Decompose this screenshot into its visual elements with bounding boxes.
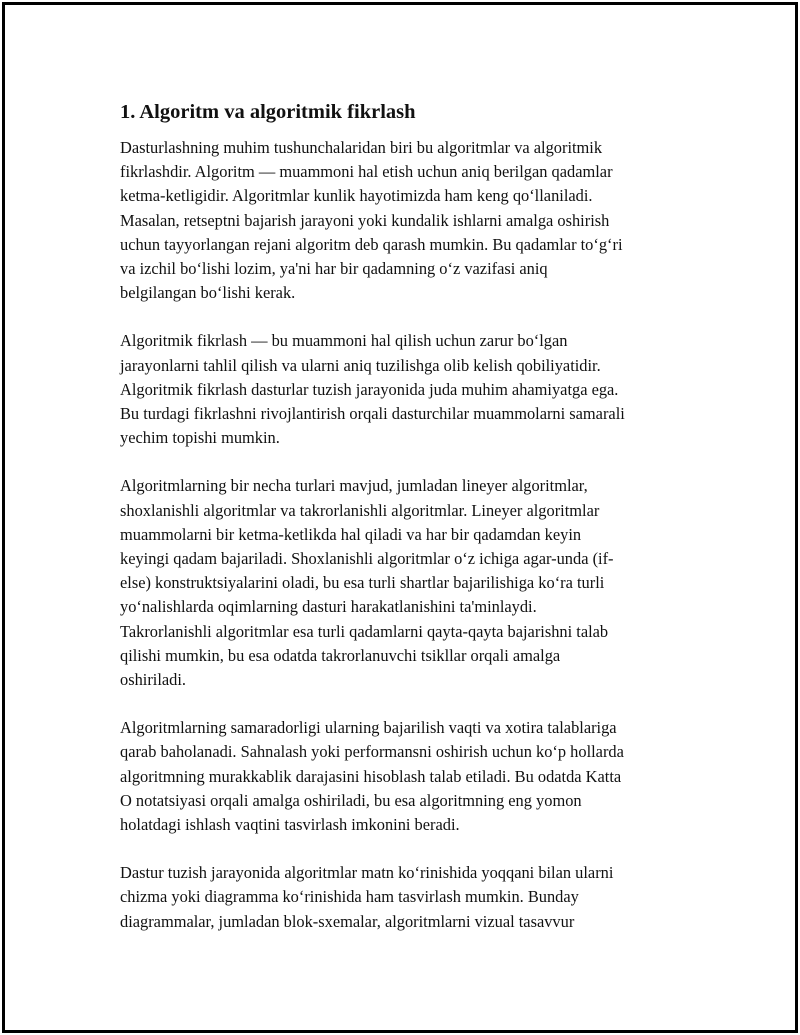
paragraph-line: algoritmning murakkablik darajasini hisoblash talab etiladi. Bu odatda Katta [120,766,622,786]
paragraph-line: Bu turdagi fikrlashni rivojlantirish orqali dasturchilar muammolarni samarali [120,404,625,424]
paragraph-line: shoxlanishli algoritmlar va takrorlanishli algoritmlar. Lineyer algoritmlar [120,500,600,520]
paragraph-line: O notatsiyasi orqali amalga oshiriladi, bu esa algoritmning eng yomon [120,790,582,810]
paragraph-line: yechim topishi mumkin. [120,428,280,448]
paragraph-line: chizma yoki diagramma ko‘rinishida ham tasvirlash mumkin. Bunday [120,887,579,907]
paragraph-line: Dasturlashning muhim tushunchalaridan biri bu algoritmlar va algoritmik [120,138,603,157]
paragraph-line: Algoritmik fikrlash dasturlar tuzish jarayonida juda muhim ahamiyatga ega. [120,379,619,399]
paragraph [120,329,680,450]
paragraph-line: ketma-ketligidir. Algoritmlar kunlik hayotimizda ham keng qo‘llaniladi. [120,186,593,206]
paragraph-line: Takrorlanishli algoritmlar esa turli qadamlarni qayta-qayta bajarishni talab [120,621,609,641]
paragraph-line: Algoritmlarning samaradorligi ularning bajarilish vaqti va xotira talablariga [120,718,617,738]
paragraph-line: qilishi mumkin, bu esa odatda takrorlanuvchi tsikllar orqali amalga [120,645,561,665]
paragraph-line: Masalan, retseptni bajarish jarayoni yoki kundalik ishlarni amalga oshirish [120,210,610,230]
paragraph-line: yo‘nalishlarda oqimlarning dasturi harakatlanishini ta'minlaydi. [120,597,537,617]
paragraph-line: muammolarni bir ketma-ketlikda hal qiladi va har bir qadamdan keyin [120,524,582,544]
paragraph [120,474,680,692]
paragraph-line: keyingi qadam bajariladi. Shoxlanishli algoritmlar o‘z ichiga agar-unda (if- [120,549,614,569]
paragraph-line: uchun tayyorlangan rejani algoritm deb qarash mumkin. Bu qadamlar to‘g‘ri [120,234,623,254]
paragraph-line: va izchil bo‘lishi lozim, ya'ni har bir qadamning o‘z vazifasi aniq [120,259,548,279]
page-frame [2,2,798,1033]
paragraph-line: diagrammalar, jumladan blok-sxemalar, algoritmlarni vizual tasavvur [120,911,575,931]
paragraph [120,716,680,837]
document-body [120,98,680,958]
section-heading: 1. Algoritm va algoritmik fikrlash [120,101,416,123]
paragraph-line: belgilangan bo‘lishi kerak. [120,283,296,303]
paragraph [120,861,680,934]
paragraph-line: jarayonlarni tahlil qilish va ularni aniq tuzilishga olib kelish qobiliyatidir. [120,355,601,375]
paragraph-line: Algoritmlarning bir necha turlari mavjud, jumladan lineyer algoritmlar, [120,476,588,496]
paragraph-line: Dastur tuzish jarayonida algoritmlar matn ko‘rinishida yoqqani bilan ularni [120,863,614,883]
paragraph-line: Algoritmik fikrlash — bu muammoni hal qilish uchun zarur bo‘lgan [120,331,568,351]
paragraph-line: fikrlashdir. Algoritm — muammoni hal etish uchun aniq berilgan qadamlar [120,162,613,182]
paragraph-line: holatdagi ishlash vaqtini tasvirlash imkonini beradi. [120,815,460,835]
paragraph-line: oshiriladi. [120,670,187,690]
paragraph-line: else) konstruktsiyalarini oladi, bu esa turli shartlar bajarilishiga ko‘ra turli [120,573,605,593]
paragraph [120,136,680,305]
paragraph-line: qarab baholanadi. Sahnalash yoki performansni oshirish uchun ko‘p hollarda [120,742,624,762]
